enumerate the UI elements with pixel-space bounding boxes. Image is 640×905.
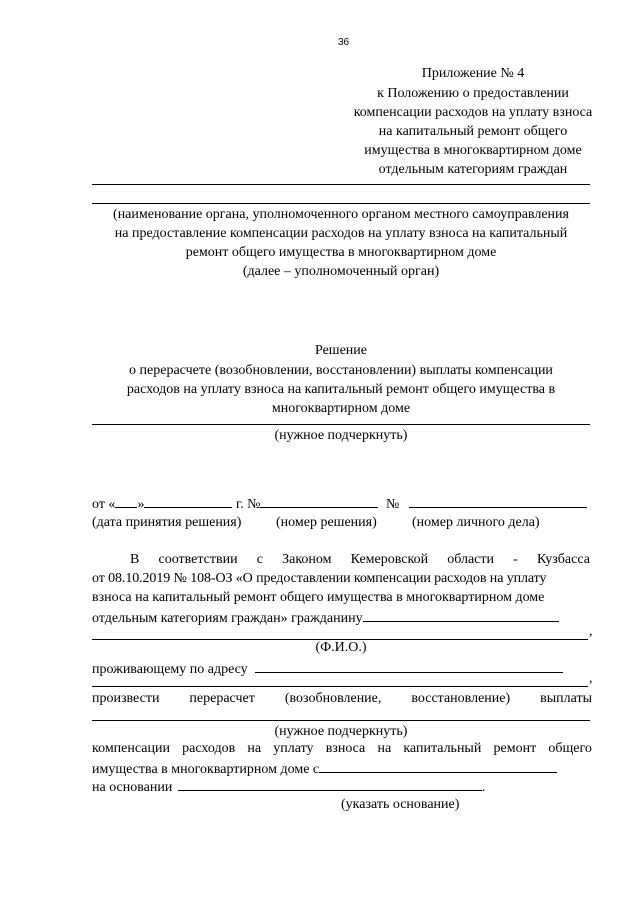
basis-period: . — [481, 780, 486, 795]
word: области — [447, 552, 495, 567]
word: капитальный — [403, 741, 482, 756]
start-date-field[interactable] — [319, 760, 557, 773]
appendix-line: к Положению о предоставлении — [377, 86, 569, 101]
word: на — [247, 741, 262, 756]
word: - — [513, 552, 518, 567]
word: с — [256, 552, 263, 567]
decision-subtitle-line: расходов на уплату взноса на капитальный ремонт общего имущества в — [126, 382, 556, 397]
organ-caption-line: ремонт общего имущества в многоквартирном доме — [185, 245, 497, 260]
appendix-header — [330, 64, 616, 179]
day-field[interactable] — [115, 495, 137, 508]
month-year-field[interactable] — [144, 495, 232, 508]
decision-number-field[interactable] — [260, 495, 378, 508]
organ-caption-line: (наименование органа, уполномоченного органом местного самоуправления — [113, 207, 569, 222]
basis-caption: (указать основание) — [341, 797, 460, 812]
address-label: проживающему по адресу — [92, 662, 248, 677]
address-field[interactable] — [255, 660, 563, 673]
address-row — [92, 660, 592, 678]
from-label: от « — [92, 497, 116, 512]
decision-block — [92, 341, 590, 418]
organ-caption-line: на предоставление компенсации расходов на уплату взноса на капитальный — [114, 226, 568, 241]
decision-title: Решение — [314, 343, 367, 358]
case-number-field[interactable] — [409, 495, 587, 508]
caption-date: (дата принятия решения) — [92, 515, 242, 530]
word: ремонт — [493, 741, 537, 756]
body-line-1 — [130, 552, 590, 568]
appendix-line: компенсации расходов на уплату взноса — [353, 105, 593, 120]
basis-label: на основании — [92, 780, 173, 795]
compensation-line-1 — [92, 741, 592, 757]
word: общего — [548, 741, 592, 756]
organ-blank-line — [92, 203, 590, 204]
organ-blank-line — [92, 184, 590, 185]
perform-blank-line — [92, 720, 590, 721]
appendix-line: отдельным категориям граждан — [378, 162, 568, 177]
word: на — [377, 741, 392, 756]
address-comma: , — [589, 671, 593, 686]
word: (возобновление, — [284, 691, 382, 706]
citizen-label: отдельным категориям граждан» гражданину — [92, 611, 363, 626]
body-line-2: от 08.10.2019 № 108-ОЗ «О предоставлении компенсации расходов на уплату — [92, 571, 547, 586]
page-number: 36 — [338, 37, 350, 48]
word: соответствии — [158, 552, 238, 567]
word: взноса — [325, 741, 366, 756]
case-number-label: № — [385, 497, 400, 512]
word: Законом — [282, 552, 332, 567]
word: В — [130, 552, 140, 567]
underline-note-2: (нужное подчеркнуть) — [274, 724, 408, 739]
body-line-3: взноса на капитальный ремонт общего имущества в многоквартирном доме — [92, 590, 545, 605]
word: произвести — [92, 691, 160, 706]
word: компенсации — [92, 741, 170, 756]
caption-case: (номер личного дела) — [412, 515, 540, 530]
date-number-row — [92, 495, 592, 515]
citizen-field[interactable] — [363, 609, 559, 622]
quote-close: » — [137, 497, 145, 512]
appendix-line: имущества в многоквартирном доме — [364, 143, 582, 158]
caption-number: (номер решения) — [276, 515, 377, 530]
appendix-title: Приложение № 4 — [421, 66, 525, 81]
perform-line — [92, 691, 592, 707]
word: восстановление) — [411, 691, 511, 706]
decision-blank-line — [92, 424, 590, 425]
compensation-line-2 — [92, 760, 592, 778]
appendix-line: на капитальный ремонт общего — [378, 124, 568, 139]
body-line-4 — [92, 609, 592, 627]
address-line-2 — [92, 686, 588, 687]
word: выплаты — [540, 691, 592, 706]
word: уплату — [273, 741, 314, 756]
underline-note: (нужное подчеркнуть) — [274, 428, 408, 443]
basis-row — [92, 778, 592, 796]
decision-subtitle-line: многоквартирном доме — [271, 401, 411, 416]
word: Кемеровской — [350, 552, 429, 567]
start-date-label: имущества в многоквартирном доме с — [92, 762, 320, 777]
decision-subtitle-line: о перерасчете (возобновлении, восстановлении) выплаты компенсации — [129, 363, 553, 378]
word: Кузбасса — [536, 552, 590, 567]
word: расходов — [182, 741, 236, 756]
organ-caption-line: (далее – уполномоченный орган) — [242, 264, 440, 279]
year-number-label: г. № — [235, 497, 261, 512]
organ-caption — [92, 205, 590, 281]
word: перерасчет — [189, 691, 255, 706]
basis-field[interactable] — [178, 778, 482, 791]
fio-caption: (Ф.И.О.) — [315, 640, 367, 655]
fio-comma: , — [589, 624, 593, 639]
